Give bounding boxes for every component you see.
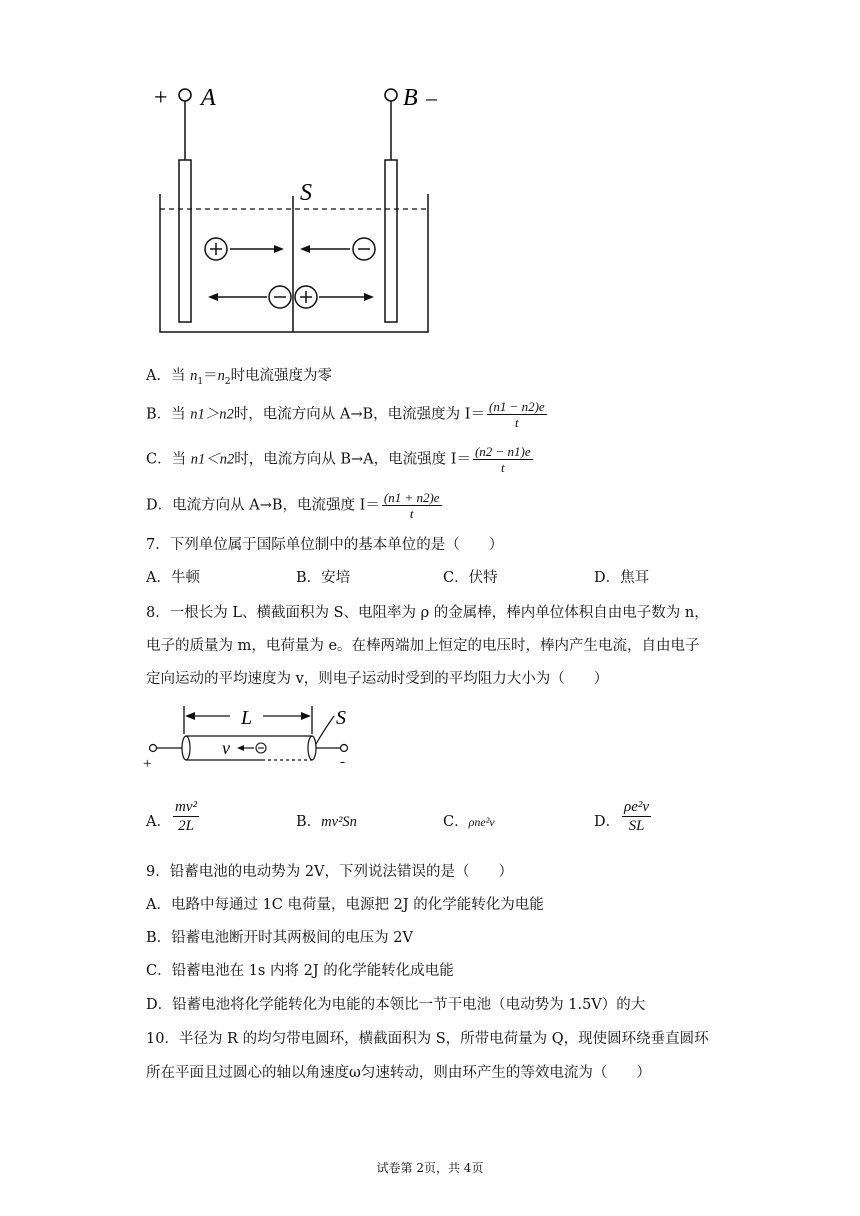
q6-d-fraction: $\frac{(n1 + n2)e}{t}$: [383, 490, 440, 521]
q8-option-d: $\frac{\text{ρe²v}}{SL}$: [624, 799, 650, 834]
terminal-b-circle: [385, 89, 397, 101]
q10-stem-line2: 所在平面且过圆心的轴以角速度ω匀速转动，则由环产生的等效电流为（ ）: [146, 1065, 651, 1081]
q6-c-fraction: $\frac{(n2 - n1)e}{t}$: [474, 444, 531, 475]
q7-option-a: A．牛顿: [146, 570, 200, 586]
q9-option-a: A．电路中每通过 1C 电荷量，电源把 2J 的化学能转化为电能: [146, 897, 544, 913]
q6-option-a: A．当 $n_1=n_2$时电流强度为零: [146, 368, 333, 387]
q8-option-a-label: A．: [146, 814, 171, 830]
terminal-plus-label: +: [154, 85, 168, 111]
terminal-b-label: B: [403, 85, 418, 111]
q6-option-b: B．当 n1＞n2时，电流方向从 A→B，电流强度为 I＝ $\frac{(n1 - n2)e}{t}$: [146, 399, 545, 430]
q7-option-b: B．安培: [296, 570, 351, 586]
q8-option-c: C．ρne²v: [443, 814, 495, 830]
rod-terminal-left: [150, 745, 157, 752]
rod-plus-label: +: [143, 756, 152, 772]
velocity-v-label: v: [222, 738, 230, 758]
q8-option-b: B．mv²Sn: [296, 814, 357, 830]
area-s-label: S: [336, 707, 346, 729]
q9-option-c: C．铅蓄电池在 1s 内将 2J 的化学能转化成电能: [146, 963, 454, 979]
q6-option-c: C．当 n1＜n2时，电流方向从 B→A，电流强度 I＝ $\frac{(n2 - n1)e}{t}$: [146, 444, 531, 475]
electrolysis-cell-diagram: [150, 78, 440, 338]
q9-option-b: B．铅蓄电池断开时其两极间的电压为 2V: [146, 930, 413, 946]
page-footer: 试卷第 2页，共 4页: [376, 1161, 484, 1175]
electrode-b: [385, 160, 397, 322]
terminal-a-circle: [179, 89, 191, 101]
rod-terminal-right: [341, 745, 348, 752]
q7-stem: 7．下列单位属于国际单位制中的基本单位的是（ ）: [146, 537, 504, 553]
q8-option-d-label: D．: [594, 814, 621, 830]
section-s-label: S: [300, 180, 312, 206]
q7-option-c: C．伏特: [443, 570, 498, 586]
length-l-label: L: [241, 707, 253, 729]
q9-stem: 9．铅蓄电池的电动势为 2V，下列说法错误的是（ ）: [146, 864, 514, 880]
rod-cross-section: [308, 736, 316, 760]
metal-rod-diagram: [140, 700, 370, 775]
q6-b-fraction: $\frac{(n1 - n2)e}{t}$: [489, 399, 545, 430]
q8-option-a: $\frac{\text{mv²}}{2L}$: [175, 799, 197, 834]
q8-stem-line2: 电子的质量为 m，电荷量为 e。在棒两端加上恒定的电压时，棒内产生电流，自由电子: [146, 638, 700, 654]
terminal-a-label: A: [201, 85, 216, 111]
rod-minus-label: -: [340, 754, 345, 770]
container: [160, 194, 428, 332]
q9-option-d: D．铅蓄电池将化学能转化为电能的本领比一节干电池（电动势为 1.5V）的大: [146, 997, 646, 1013]
q7-option-d: D．焦耳: [594, 570, 650, 586]
electrode-a: [179, 160, 191, 322]
q8-stem-line3: 定向运动的平均速度为 v，则电子运动时受到的平均阻力大小为（ ）: [146, 671, 609, 687]
q10-stem-line1: 10．半径为 R 的均匀带电圆环，横截面积为 S，所带电荷量为 Q，现使圆环绕垂直圆环: [146, 1031, 709, 1047]
q6-option-d: D．电流方向从 A→B，电流强度 I＝ $\frac{(n1 + n2)e}{t}$: [146, 490, 440, 521]
q8-stem-line1: 8．一根长为 L、横截面积为 S、电阻率为 ρ 的金属棒，棒内单位体积自由电子数为 n，: [146, 605, 709, 621]
terminal-minus-label: –: [426, 85, 437, 110]
